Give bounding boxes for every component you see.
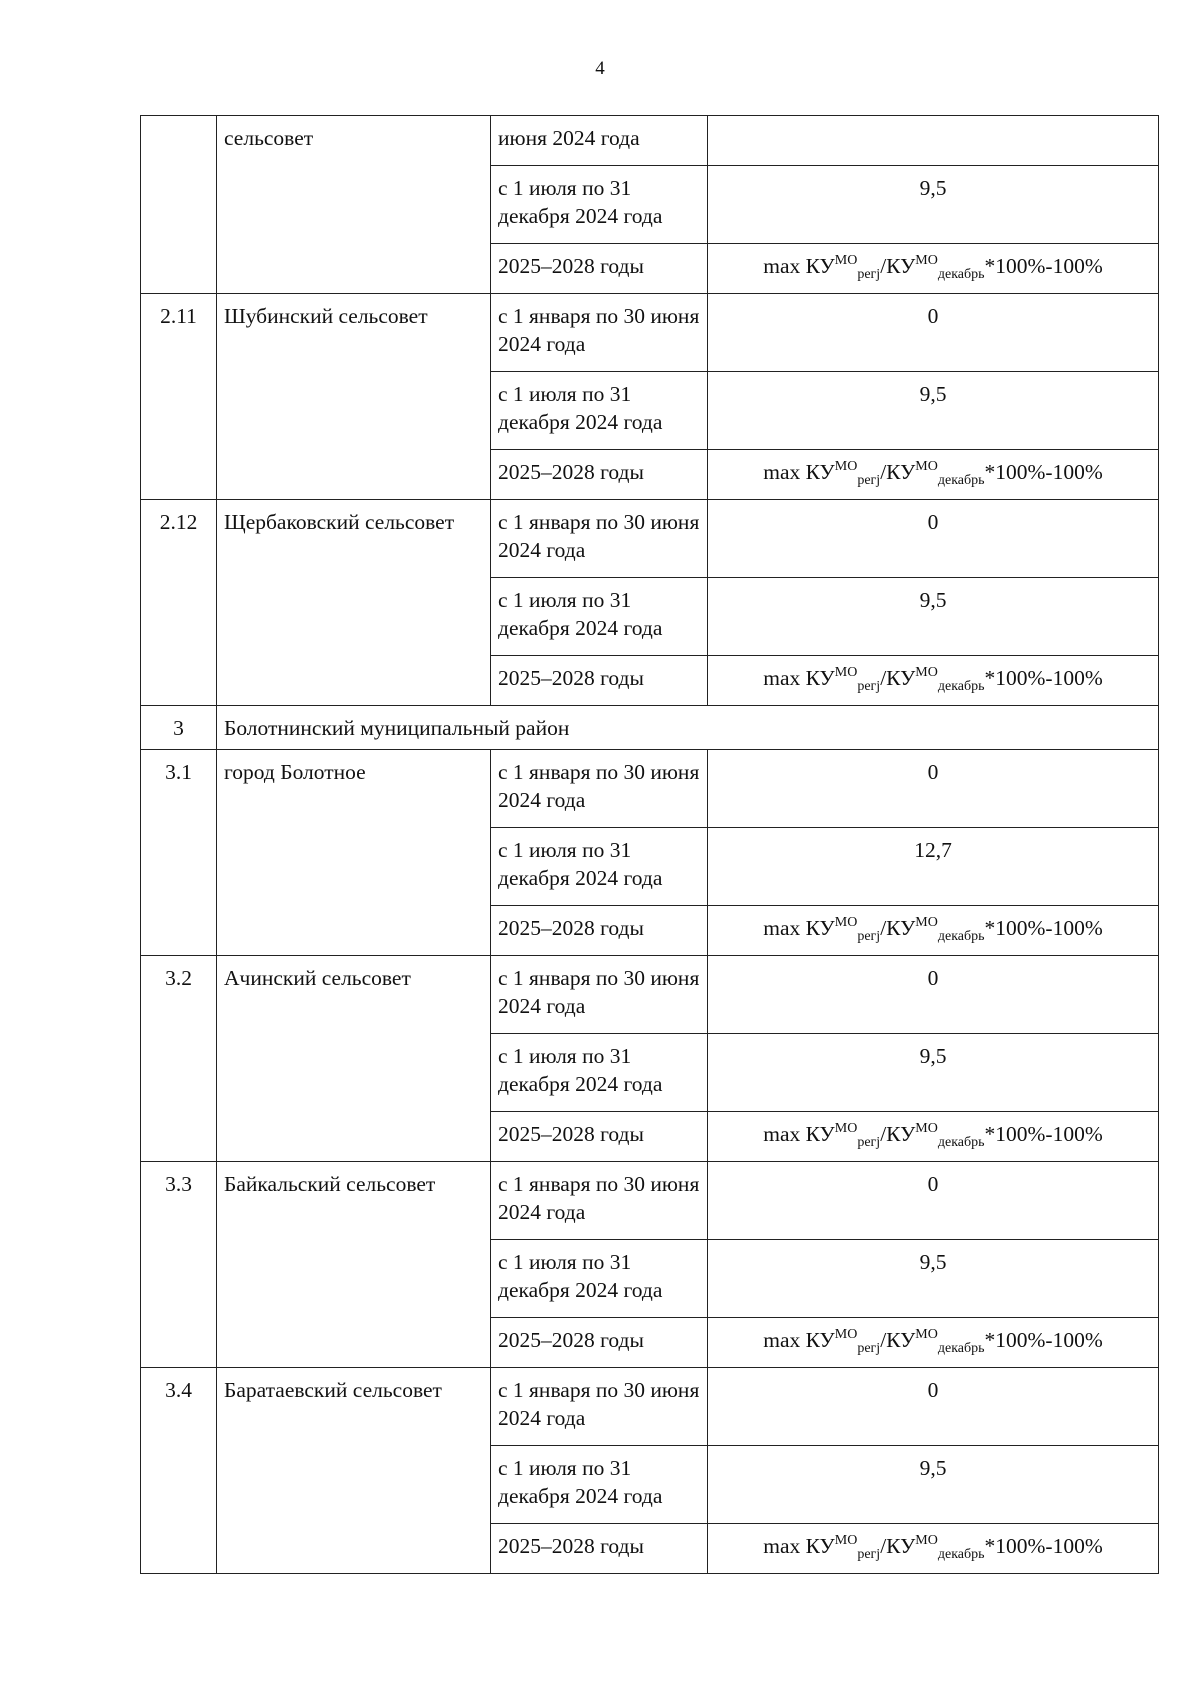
formula-prefix: max КУ [763, 1328, 835, 1352]
formula-prefix: max КУ [763, 1534, 835, 1558]
formula-prefix: max КУ [763, 666, 835, 690]
formula-cell [708, 1112, 1159, 1162]
period-cell: с 1 июля по 31 декабря 2024 года [491, 166, 708, 244]
formula-sub-december: декабрь [937, 1547, 985, 1562]
period-cell: с 1 января по 30 июня 2024 года [491, 1368, 708, 1446]
formula-sub-december: декабрь [937, 473, 985, 488]
formula-suffix: *100%-100% [984, 1534, 1103, 1558]
formula-slash: /КУ [880, 1534, 916, 1558]
value-cell: 0 [708, 1368, 1159, 1446]
formula-sup: МО [834, 1327, 858, 1342]
municipality-name: Баратаевский сельсовет [217, 1368, 491, 1574]
formula-suffix: *100%-100% [984, 460, 1103, 484]
formula-sub-december: декабрь [937, 929, 985, 944]
formula-cell [708, 656, 1159, 706]
table-row [141, 294, 1159, 372]
formula-slash: /КУ [880, 1328, 916, 1352]
period-cell: с 1 июля по 31 декабря 2024 года [491, 828, 708, 906]
formula-cell [708, 906, 1159, 956]
formula-sup: МО [834, 915, 858, 930]
formula-sup: МО [915, 915, 938, 930]
municipality-name: город Болотное [217, 750, 491, 956]
page-number: 4 [595, 58, 605, 79]
formula-slash: /КУ [880, 916, 916, 940]
formula-sub-region [857, 267, 880, 282]
formula-sub-text: рег [857, 929, 877, 944]
period-cell: с 1 января по 30 июня 2024 года [491, 500, 708, 578]
municipality-name: Шубинский сельсовет [217, 294, 491, 500]
section-row [141, 706, 1159, 750]
value-cell: 9,5 [708, 1034, 1159, 1112]
period-cell: июня 2024 года [491, 116, 708, 166]
value-cell: 9,5 [708, 1446, 1159, 1524]
period-cell: с 1 января по 30 июня 2024 года [491, 750, 708, 828]
formula-sub-text: рег [857, 267, 877, 282]
value-cell: 0 [708, 500, 1159, 578]
formula-sub-region [857, 473, 880, 488]
formula-sub-text: рег [857, 1547, 877, 1562]
table-body [141, 116, 1159, 1574]
row-number: 3.4 [141, 1368, 217, 1574]
formula-sup: МО [915, 1327, 938, 1342]
period-cell: с 1 января по 30 июня 2024 года [491, 294, 708, 372]
formula-sup: МО [915, 253, 938, 268]
formula-sub-index: j [876, 679, 881, 694]
formula-sub-region [857, 679, 880, 694]
table-row [141, 956, 1159, 1034]
formula-sub-region [857, 1135, 880, 1150]
period-cell: с 1 января по 30 июня 2024 года [491, 1162, 708, 1240]
formula-prefix: max КУ [763, 1122, 835, 1146]
formula-sub-region [857, 1547, 880, 1562]
value-cell: 9,5 [708, 1240, 1159, 1318]
formula-prefix: max КУ [763, 460, 835, 484]
formula-sub-region [857, 1341, 880, 1356]
formula-cell [708, 244, 1159, 294]
formula-sub-index: j [876, 473, 881, 488]
table-row [141, 116, 1159, 166]
formula-suffix: *100%-100% [984, 1328, 1103, 1352]
formula-cell [708, 1524, 1159, 1574]
period-cell: 2025–2028 годы [491, 244, 708, 294]
formula-sub-december: декабрь [937, 267, 985, 282]
formula-sub-december: декабрь [937, 1341, 985, 1356]
formula-suffix: *100%-100% [984, 916, 1103, 940]
row-number: 2.11 [141, 294, 217, 500]
formula-sup: МО [915, 665, 938, 680]
formula-suffix: *100%-100% [984, 254, 1103, 278]
value-cell: 0 [708, 750, 1159, 828]
formula-sub-index: j [876, 1547, 881, 1562]
formula-sup: МО [834, 459, 858, 474]
table-row [141, 500, 1159, 578]
value-cell: 9,5 [708, 372, 1159, 450]
section-title: Болотнинский муниципальный район [217, 706, 1159, 750]
row-number [141, 116, 217, 294]
municipality-name: Ачинский сельсовет [217, 956, 491, 1162]
period-cell: с 1 июля по 31 декабря 2024 года [491, 372, 708, 450]
municipality-name: сельсовет [217, 116, 491, 294]
formula-sup: МО [915, 459, 938, 474]
row-number: 3.2 [141, 956, 217, 1162]
municipality-name: Щербаковский сельсовет [217, 500, 491, 706]
formula-slash: /КУ [880, 254, 916, 278]
value-cell: 9,5 [708, 578, 1159, 656]
formula-slash: /КУ [880, 460, 916, 484]
formula-sup: МО [915, 1533, 938, 1548]
formula-sub-index: j [876, 929, 881, 944]
formula-sub-index: j [876, 1341, 881, 1356]
formula-sup: МО [834, 253, 858, 268]
row-number: 3 [141, 706, 217, 750]
row-number: 3.1 [141, 750, 217, 956]
value-cell [708, 116, 1159, 166]
value-cell: 0 [708, 294, 1159, 372]
formula-sup: МО [834, 1533, 858, 1548]
municipality-name: Байкальский сельсовет [217, 1162, 491, 1368]
row-number: 2.12 [141, 500, 217, 706]
formula-sub-index: j [876, 1135, 881, 1150]
formula-cell [708, 450, 1159, 500]
period-cell: с 1 июля по 31 декабря 2024 года [491, 1240, 708, 1318]
formula-sub-december: декабрь [937, 1135, 985, 1150]
formula-sup: МО [915, 1121, 938, 1136]
period-cell: 2025–2028 годы [491, 450, 708, 500]
formula-sub-december: декабрь [937, 679, 985, 694]
formula-suffix: *100%-100% [984, 666, 1103, 690]
tariff-table [140, 115, 1159, 1574]
formula-sub-text: рег [857, 1135, 877, 1150]
period-cell: с 1 июля по 31 декабря 2024 года [491, 1034, 708, 1112]
period-cell: 2025–2028 годы [491, 1112, 708, 1162]
table-row [141, 750, 1159, 828]
formula-sub-index: j [876, 267, 881, 282]
period-cell: 2025–2028 годы [491, 906, 708, 956]
formula-suffix: *100%-100% [984, 1122, 1103, 1146]
formula-slash: /КУ [880, 1122, 916, 1146]
period-cell: 2025–2028 годы [491, 656, 708, 706]
formula-sup: МО [834, 665, 858, 680]
formula-sub-region [857, 929, 880, 944]
period-cell: 2025–2028 годы [491, 1524, 708, 1574]
value-cell: 12,7 [708, 828, 1159, 906]
formula-slash: /КУ [880, 666, 916, 690]
table-row [141, 1368, 1159, 1446]
formula-prefix: max КУ [763, 254, 835, 278]
row-number: 3.3 [141, 1162, 217, 1368]
formula-prefix: max КУ [763, 916, 835, 940]
period-cell: с 1 января по 30 июня 2024 года [491, 956, 708, 1034]
value-cell: 0 [708, 956, 1159, 1034]
period-cell: с 1 июля по 31 декабря 2024 года [491, 1446, 708, 1524]
value-cell: 0 [708, 1162, 1159, 1240]
period-cell: с 1 июля по 31 декабря 2024 года [491, 578, 708, 656]
formula-sub-text: рег [857, 679, 877, 694]
formula-sub-text: рег [857, 1341, 877, 1356]
table-row [141, 1162, 1159, 1240]
value-cell: 9,5 [708, 166, 1159, 244]
formula-sub-text: рег [857, 473, 877, 488]
period-cell: 2025–2028 годы [491, 1318, 708, 1368]
formula-cell [708, 1318, 1159, 1368]
formula-sup: МО [834, 1121, 858, 1136]
